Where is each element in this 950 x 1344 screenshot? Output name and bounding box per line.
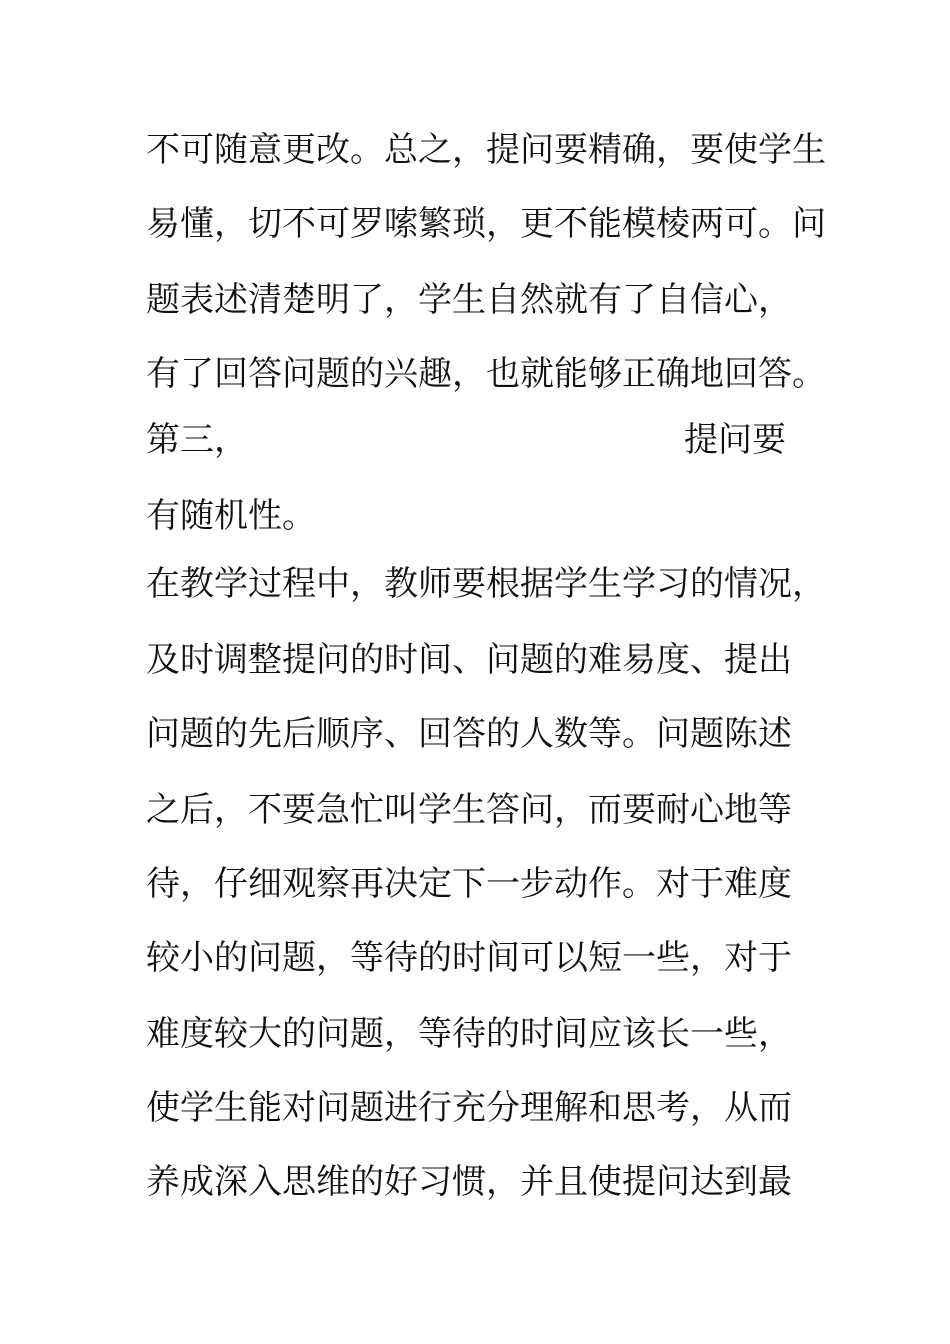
body-text-line: 题表述清楚明了，学生自然就有了自信心， [146, 280, 792, 320]
body-text-line: 及时调整提问的时间、问题的难易度、提出 [146, 640, 792, 680]
body-text-line: 养成深入思维的好习惯，并且使提问达到最 [146, 1162, 792, 1202]
section-heading-part: 有随机性。 [146, 496, 316, 536]
body-text-line: 不可随意更改。总之，提问要精确，要使学生 [146, 130, 826, 170]
body-text-line: 易懂，切不可罗嗦繁琐，更不能模棱两可。问 [146, 204, 826, 244]
section-heading-part: 第三， [146, 420, 248, 460]
body-text-line: 有了回答问题的兴趣，也就能够正确地回答。 [146, 354, 826, 394]
section-heading-part: 提问要 [684, 420, 786, 460]
body-text-line: 较小的问题，等待的时间可以短一些，对于 [146, 938, 792, 978]
body-text-line: 使学生能对问题进行充分理解和思考，从而 [146, 1088, 792, 1128]
body-text-line: 问题的先后顺序、回答的人数等。问题陈述 [146, 714, 792, 754]
body-text-line: 难度较大的问题，等待的时间应该长一些， [146, 1014, 792, 1054]
body-text-line: 在教学过程中，教师要根据学生学习的情况， [146, 564, 826, 604]
body-text-line: 待，仔细观察再决定下一步动作。对于难度 [146, 864, 792, 904]
body-text-line: 之后，不要急忙叫学生答问，而要耐心地等 [146, 790, 792, 830]
